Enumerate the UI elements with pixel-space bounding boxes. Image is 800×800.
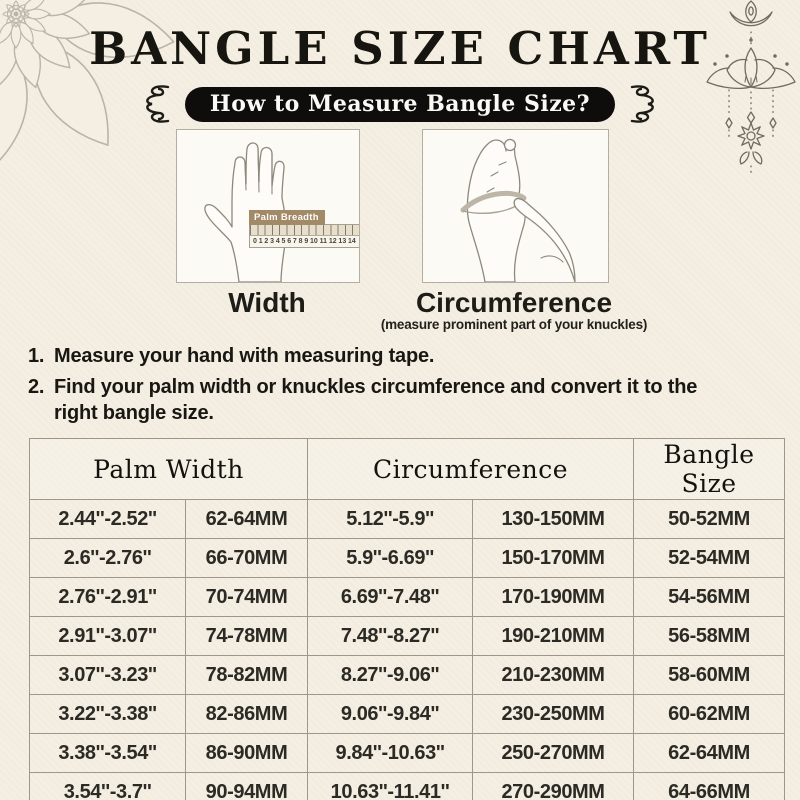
table-cell: 2.6''-2.76'' — [30, 539, 186, 578]
table-cell: 60-62MM — [634, 695, 785, 734]
table-cell: 3.07''-3.23'' — [30, 656, 186, 695]
table-cell: 5.9''-6.69'' — [308, 539, 473, 578]
table-cell: 90-94MM — [186, 773, 308, 800]
step-number: 2. — [28, 376, 45, 398]
table-cell: 86-90MM — [186, 734, 308, 773]
table-cell: 64-66MM — [634, 773, 785, 800]
table-row — [30, 539, 785, 578]
table-cell: 170-190MM — [473, 578, 634, 617]
table-cell: 2.44''-2.52'' — [30, 500, 186, 539]
curly-flourish-left-icon — [138, 82, 172, 126]
instruction-step-1 — [28, 343, 740, 369]
instructions — [28, 343, 740, 431]
table-cell: 3.54''-3.7'' — [30, 773, 186, 800]
step-number: 1. — [28, 345, 45, 367]
table-row — [30, 500, 785, 539]
table-cell: 52-54MM — [634, 539, 785, 578]
table-row — [30, 773, 785, 800]
table-cell: 3.38''-3.54'' — [30, 734, 186, 773]
table-cell: 130-150MM — [473, 500, 634, 539]
ruler-number: 11 — [319, 238, 328, 245]
table-row — [30, 734, 785, 773]
table-cell: 7.48''-8.27'' — [308, 617, 473, 656]
table-cell: 270-290MM — [473, 773, 634, 800]
table-cell: 78-82MM — [186, 656, 308, 695]
table-cell: 8.27''-9.06'' — [308, 656, 473, 695]
header-circumference: Circumference — [308, 439, 634, 500]
table-cell: 9.06''-9.84'' — [308, 695, 473, 734]
curly-flourish-right-icon — [628, 82, 662, 126]
ruler-number: 5 — [281, 238, 286, 245]
table-cell: 54-56MM — [634, 578, 785, 617]
ruler-number: 10 — [310, 238, 318, 245]
ruler-number: 13 — [338, 238, 347, 245]
circumference-illustration-box — [422, 129, 609, 283]
table-row — [30, 656, 785, 695]
ruler-number: 7 — [292, 238, 297, 245]
table-body — [30, 500, 785, 800]
banner-row — [0, 85, 800, 123]
table-row — [30, 578, 785, 617]
ruler-number: 9 — [304, 238, 309, 245]
table-cell: 3.22''-3.38'' — [30, 695, 186, 734]
ruler-number: 14 — [348, 238, 356, 245]
step-text: Measure your hand with measuring tape. — [54, 345, 435, 367]
measuring-tape-ruler — [249, 224, 359, 248]
table-cell: 58-60MM — [634, 656, 785, 695]
table-cell: 56-58MM — [634, 617, 785, 656]
table-cell: 70-74MM — [186, 578, 308, 617]
ruler-number: 2 — [264, 238, 269, 245]
table-cell: 66-70MM — [186, 539, 308, 578]
width-label: Width — [228, 287, 306, 318]
ruler-ticks — [250, 225, 359, 236]
palm-hand-icon — [177, 130, 359, 282]
ruler-number: 12 — [328, 238, 337, 245]
table-cell: 210-230MM — [473, 656, 634, 695]
width-illustration-box — [176, 129, 360, 283]
banner-pill: How to Measure Bangle Size? — [185, 87, 615, 122]
table-cell: 10.63''-11.41'' — [308, 773, 473, 800]
header-palm-width: Palm Width — [30, 439, 308, 500]
palm-breadth-tag: Palm Breadth — [249, 210, 325, 225]
circumference-note: (measure prominent part of your knuckles) — [380, 317, 648, 332]
ruler-number: 8 — [298, 238, 303, 245]
ruler-number: 1 — [258, 238, 263, 245]
table-row — [30, 617, 785, 656]
circumference-label: Circumference — [415, 287, 613, 318]
table-cell: 9.84''-10.63'' — [308, 734, 473, 773]
instruction-step-2 — [28, 374, 740, 426]
ruler-number: 3 — [270, 238, 275, 245]
table-cell: 5.12''-5.9'' — [308, 500, 473, 539]
knuckles-hand-icon — [423, 130, 608, 282]
step-text: Find your palm width or knuckles circumference and convert it to the right bangle size. — [54, 376, 698, 424]
table-cell: 2.91''-3.07'' — [30, 617, 186, 656]
table-cell: 2.76''-2.91'' — [30, 578, 186, 617]
table-cell: 250-270MM — [473, 734, 634, 773]
ruler-number: 0 — [253, 238, 257, 245]
table-cell: 74-78MM — [186, 617, 308, 656]
table-header — [30, 439, 785, 500]
page-title: BANGLE SIZE CHART — [89, 22, 711, 75]
table-cell: 50-52MM — [634, 500, 785, 539]
table-cell: 6.69''-7.48'' — [308, 578, 473, 617]
ruler-number: 6 — [287, 238, 292, 245]
table-header-row — [30, 439, 785, 500]
bangle-size-table — [29, 438, 785, 800]
table-row — [30, 695, 785, 734]
table-cell: 190-210MM — [473, 617, 634, 656]
table-cell: 62-64MM — [634, 734, 785, 773]
table-cell: 150-170MM — [473, 539, 634, 578]
ruler-number: 4 — [275, 238, 280, 245]
header-bangle-size: Bangle Size — [634, 439, 785, 500]
table-cell: 230-250MM — [473, 695, 634, 734]
table-cell: 62-64MM — [186, 500, 308, 539]
table-cell: 82-86MM — [186, 695, 308, 734]
ruler-numbers — [250, 236, 359, 247]
